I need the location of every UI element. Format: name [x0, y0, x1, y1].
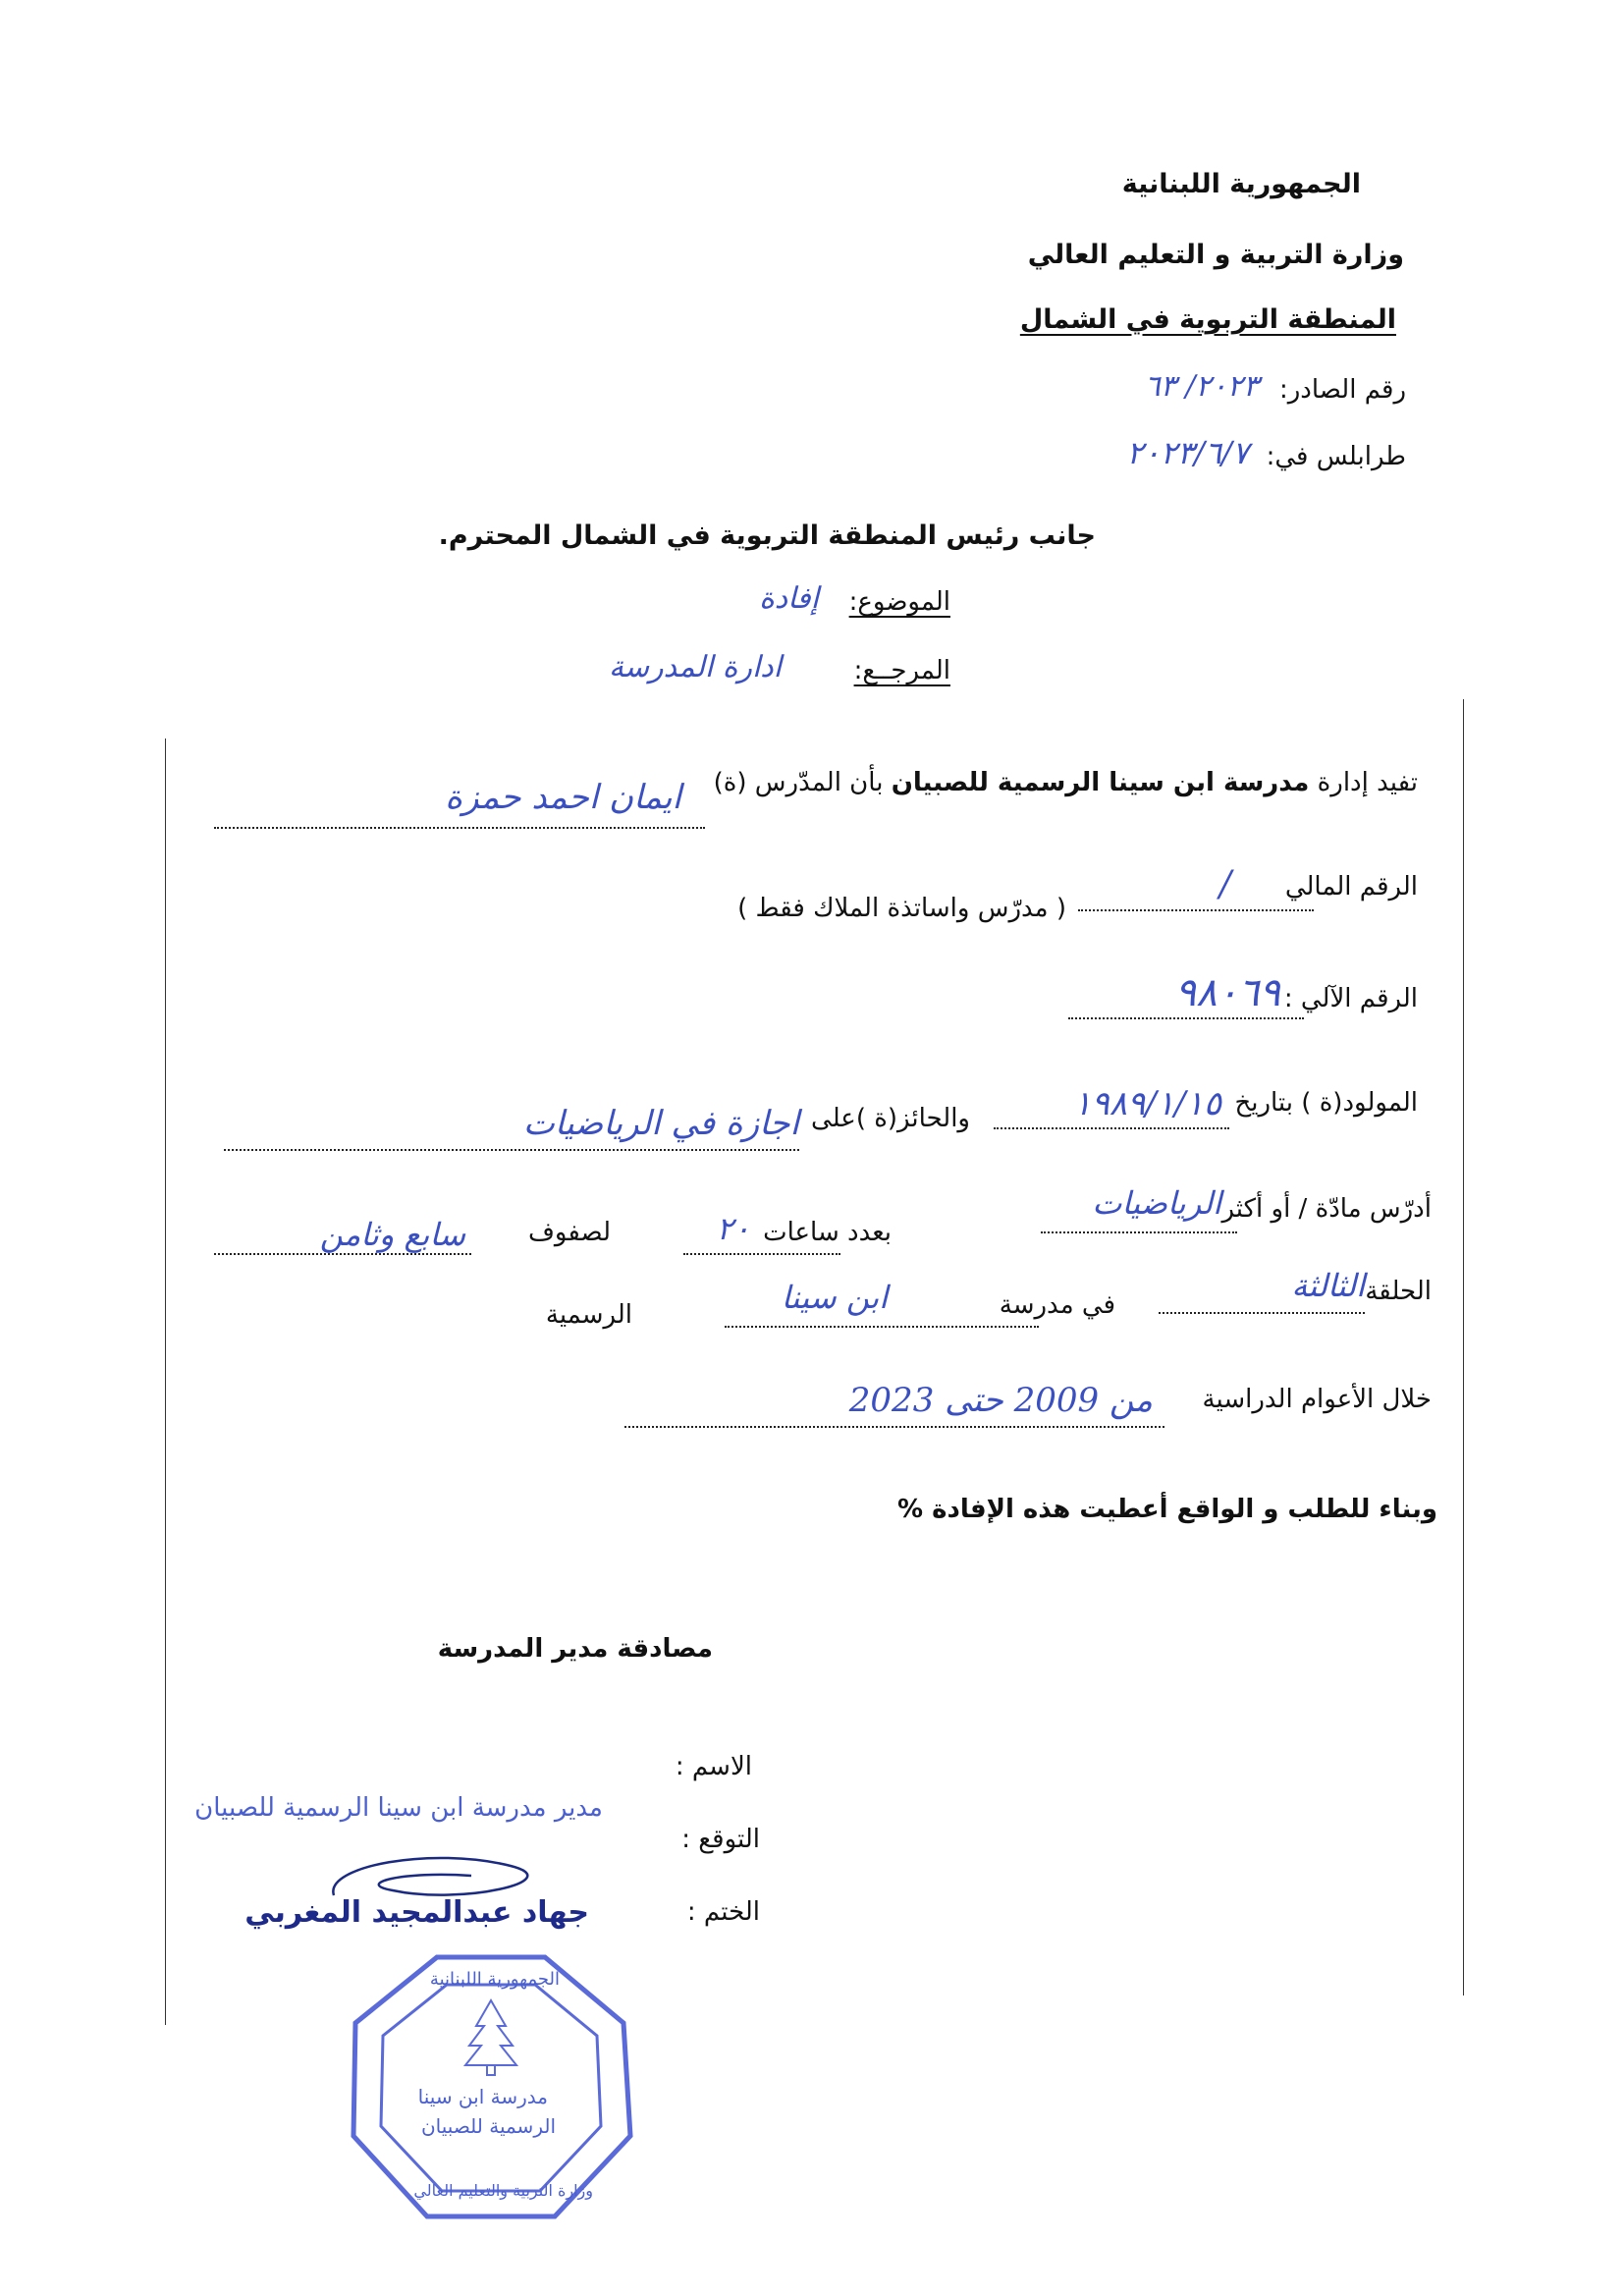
seal-bottom-text: وزارة التربية والتعليم العالي — [413, 2181, 593, 2200]
subject-taught-value: الرياضيات — [1092, 1184, 1221, 1222]
teacher-name-value: ايمان احمد حمزة — [445, 778, 681, 817]
seal-center-line-1: مدرسة ابن سينا — [417, 2085, 548, 2108]
auto-number-label: الرقم الآلي : — [1283, 984, 1418, 1013]
hours-label: بعدد ساعات — [763, 1218, 892, 1247]
subject-taught-dots — [1041, 1231, 1237, 1233]
reference-value: ادارة المدرسة — [608, 650, 782, 684]
years-value: من 2009 حتى 2023 — [848, 1381, 1153, 1420]
financial-value: / — [1218, 864, 1231, 904]
intro-suffix: بأن المدّرس (ة) — [713, 768, 884, 797]
republic-heading: الجمهورية اللبنانية — [1121, 169, 1361, 199]
financial-dots — [1078, 909, 1314, 911]
school-value: ابن سينا — [781, 1279, 888, 1316]
seal-top-text: الجمهورية اللبنانية — [429, 1969, 560, 1990]
cycle-label: الحلقة — [1365, 1277, 1432, 1306]
teacher-name-dots — [214, 827, 705, 829]
name-label: الاسم : — [675, 1752, 752, 1781]
holder-label: والحائز(ة )على — [811, 1104, 970, 1133]
school-label: في مدرسة — [999, 1290, 1115, 1320]
born-value: ١٩٨٩/١/١٥ — [1073, 1084, 1221, 1123]
region-heading: المنطقة التربوية في الشمال — [1019, 304, 1396, 335]
degree-value: اجازة في الرياضيات — [522, 1104, 799, 1143]
cycle-value: الثالثة — [1291, 1267, 1365, 1304]
addressee-line: جانب رئيس المنطقة التربوية في الشمال المحترم. — [438, 520, 1096, 551]
intro-line — [714, 768, 1418, 797]
reference-label: المرجــع: — [853, 656, 950, 685]
intro-prefix: تفيد إدارة — [1317, 768, 1418, 797]
approval-title: مصادقة مدير المدرسة — [437, 1634, 713, 1664]
ref-value: ٢٠٢٣/ ٦٣ — [1144, 369, 1259, 404]
degree-dots — [224, 1149, 799, 1151]
principal-name-stamp: جهاد عبدالمجيد المغربي — [244, 1895, 589, 1930]
born-label: المولود(ة ) بتاريخ — [1234, 1088, 1418, 1118]
grades-dots — [214, 1253, 471, 1255]
school-name: مدرسة ابن سينا الرسمية للصبيان — [891, 768, 1310, 797]
years-label: خلال الأعوام الدراسية — [1202, 1385, 1432, 1414]
cycle-dots — [1159, 1312, 1365, 1314]
signature-label: التوقع : — [681, 1825, 760, 1854]
financial-note: ( مدرّس واساتذة الملاك فقط ) — [737, 894, 1066, 923]
subject-label: الموضوع: — [848, 587, 950, 617]
teaches-label: أدرّس مادّة / أو أكثر — [1221, 1194, 1432, 1224]
closing-statement: وبناء للطلب و الواقع أعطيت هذه الإفادة % — [897, 1495, 1437, 1524]
right-border-line — [1463, 699, 1464, 1995]
hours-value: ٢٠ — [716, 1210, 750, 1247]
official-seal — [344, 1949, 638, 2224]
grades-value: سابع وثامن — [319, 1216, 465, 1253]
cedar-tree-icon — [465, 2000, 516, 2075]
hours-dots — [683, 1253, 840, 1255]
seal-label: الختم : — [686, 1897, 760, 1927]
ministry-heading: وزارة التربية و التعليم العالي — [1027, 240, 1404, 270]
ref-label: رقم الصادر: — [1278, 375, 1406, 405]
date-value: ٢٠٢٣/٦/٧ — [1126, 434, 1249, 471]
financial-label: الرقم المالي — [1284, 872, 1418, 902]
auto-number-dots — [1068, 1017, 1304, 1019]
school-dots — [725, 1326, 1039, 1328]
left-border-line — [165, 738, 166, 2025]
official-label: الرسمية — [545, 1300, 632, 1330]
date-label: طرابلس في: — [1266, 442, 1406, 471]
auto-number-value: ٩٨٠٦٩ — [1174, 970, 1280, 1015]
principal-title-stamp: مدير مدرسة ابن سينا الرسمية للصبيان — [194, 1793, 603, 1823]
subject-value: إفادة — [759, 581, 819, 616]
grades-label: لصفوف — [527, 1218, 611, 1247]
years-dots — [624, 1426, 1164, 1428]
born-dots — [994, 1127, 1229, 1129]
seal-center-line-2: الرسمية للصبيان — [420, 2114, 556, 2138]
